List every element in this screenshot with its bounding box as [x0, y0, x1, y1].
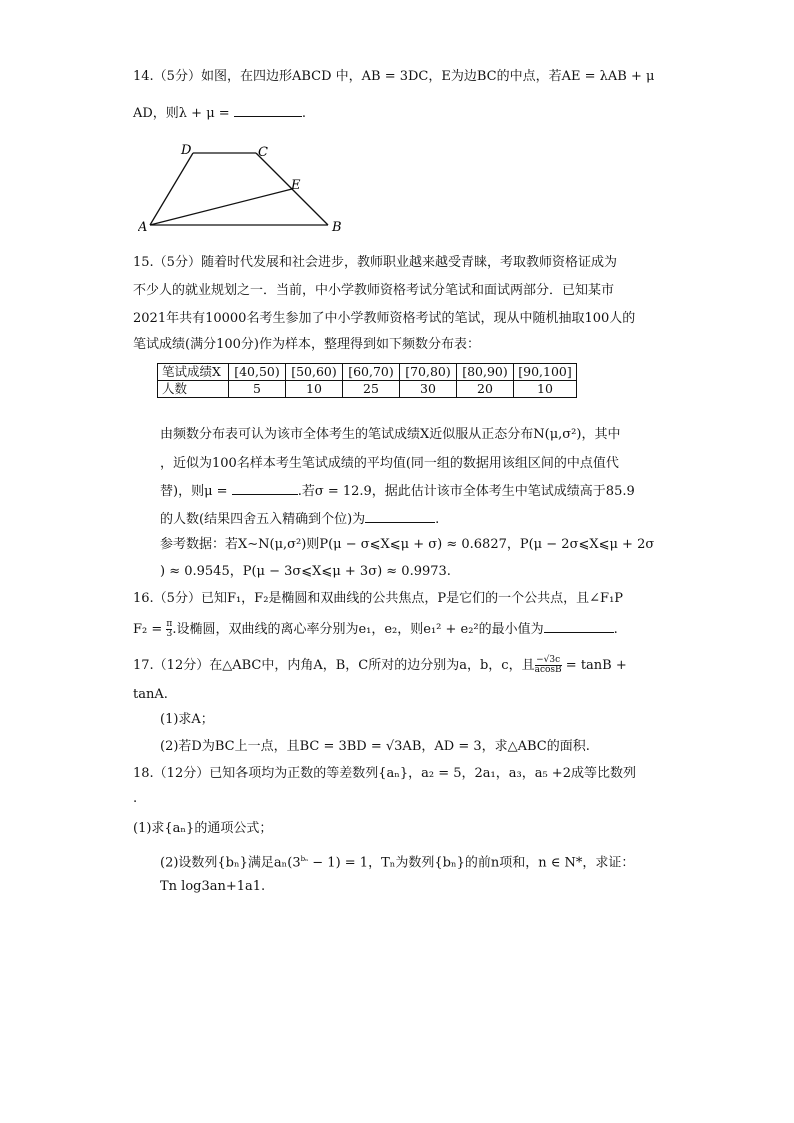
table-cell: [80,90) [457, 364, 514, 381]
label-b: B [332, 220, 342, 235]
q17-sub1: (1)求A； [160, 712, 214, 727]
q14-line2 [133, 104, 306, 123]
table-cell: [60,70) [343, 364, 400, 381]
table-cell: [50,60) [286, 364, 343, 381]
q17-line2: tanA. [133, 687, 168, 702]
table-row [158, 364, 577, 381]
q15-line3: 2021年共有10000名考生参加了中小学教师资格考试的笔试，现从中随机抽取100人的 [133, 311, 636, 326]
q17-line1-start: 17.（12分）在△ABC中，内角A，B，C所对的边分别为a，b，c，且 [133, 658, 535, 673]
q15-count-text: 的人数(结果四舍五入精确到个位)为 [160, 512, 366, 527]
q15-line2: 不少人的就业规划之一．当前，中小学教师资格考试分笔试和面试两部分．已知某市 [133, 283, 615, 298]
q14-line1: 14.（5分）如图，在四边形ABCD 中，AB = 3DC，E为边BC的中点，若AE = λAB + μ [133, 69, 655, 84]
label-a: A [138, 220, 148, 235]
q16-line1: 16.（5分）已知F₁，F₂是椭圆和双曲线的公共焦点，P是它们的一个公共点，且∠F₁P [133, 591, 624, 606]
q16-line2-start: F₂ = [133, 622, 167, 637]
q14-line2-end: . [301, 106, 306, 121]
q15-count-blank [365, 510, 435, 523]
table-header-label: 笔试成绩X [158, 364, 229, 381]
q15-reference-line2: ) ≈ 0.9545，P(μ − 3σ⩽X⩽μ + 3σ) ≈ 0.9973. [160, 564, 451, 579]
q17-fraction [535, 656, 562, 675]
q15-reference-line1: 参考数据：若X∼N(μ,σ²)则P(μ − σ⩽X⩽μ + σ) ≈ 0.6827，P(μ − 2σ⩽X⩽μ + 2σ [160, 537, 655, 552]
q17-line1-end: = tanB + [561, 658, 627, 673]
q18-sub2-start: (2)设数列{bₙ}满足aₙ(3 [160, 855, 301, 871]
edge-ad [150, 153, 193, 225]
q16-frac-num: π [166, 619, 173, 629]
q18-sub2 [160, 850, 634, 872]
q18-line1-dot: . [133, 791, 138, 806]
table-cell: [90,100] [514, 364, 577, 381]
q15-mu-blank [232, 482, 298, 495]
q18-sub1: (1)求{aₙ}的通项公式； [133, 821, 273, 836]
q18-sub2-last: Tn log3an+1a1. [160, 879, 266, 894]
q16-line2-mid: .设椭圆，双曲线的离心率分别为e₁，e₂，则e₁² + e₂²的最小值为 [172, 622, 544, 637]
frequency-table [157, 363, 577, 398]
quadrilateral-abcd-figure [138, 142, 348, 242]
q15-after-line3 [160, 482, 635, 501]
q17-frac-den: acosB [534, 665, 562, 675]
q17-frac-num: −√3c [536, 655, 561, 665]
q17-line1 [133, 656, 627, 675]
q18-line1: 18.（12分）已知各项均为正数的等差数列{aₙ}，a₂ = 5，2a₁，a₃，a₅ +2成等比数列 [133, 766, 636, 781]
q16-frac-den: 3 [166, 629, 173, 639]
q16-line2 [133, 620, 618, 639]
q18-sub2-end: − 1) = 1，Tₙ为数列{bₙ}的前n项和，n ∈ N*，求证： [308, 855, 635, 871]
table-cell: 20 [457, 381, 514, 398]
table-cell: 10 [514, 381, 577, 398]
q15-mu-text: 替)，则μ = [160, 484, 228, 499]
q15-sigma-text: .若σ = 12.9，据此估计该市全体考生中笔试成绩高于85.9 [297, 484, 635, 499]
q14-answer-blank [234, 104, 302, 117]
q16-answer-blank [544, 620, 614, 633]
table-row [158, 381, 577, 398]
q18-sub2-exponent: bₙ [300, 855, 309, 863]
label-d: D [181, 143, 192, 158]
label-c: C [258, 145, 268, 160]
q14-line2-text: AD，则λ + μ = [133, 106, 230, 121]
q15-line1: 15.（5分）随着时代发展和社会进步，教师职业越来越受青睐，考取教师资格证成为 [133, 255, 617, 270]
q15-count-end: . [435, 512, 440, 527]
table-cell: 25 [343, 381, 400, 398]
q16-line2-end: . [613, 622, 618, 637]
q15-line4: 笔试成绩(满分100分)作为样本，整理得到如下频数分布表： [133, 337, 480, 352]
segment-ae [150, 189, 292, 225]
table-cell: 5 [229, 381, 286, 398]
label-e: E [291, 178, 301, 193]
q15-after-line1: 由频数分布表可认为该市全体考生的笔试成绩X近似服从正态分布N(μ,σ²)，其中 [160, 427, 621, 442]
table-count-label: 人数 [158, 381, 229, 398]
table-cell: [40,50) [229, 364, 286, 381]
table-cell: 10 [286, 381, 343, 398]
table-cell: 30 [400, 381, 457, 398]
q17-sub2: (2)若D为BC上一点，且BC = 3BD = √3AB，AD = 3，求△ABC的面积. [160, 739, 590, 754]
q15-after-line4 [160, 510, 439, 529]
table-cell: [70,80) [400, 364, 457, 381]
q15-after-line2: ，近似为100名样本考生笔试成绩的平均值(同一组的数据用该组区间的中点值代 [160, 456, 619, 471]
